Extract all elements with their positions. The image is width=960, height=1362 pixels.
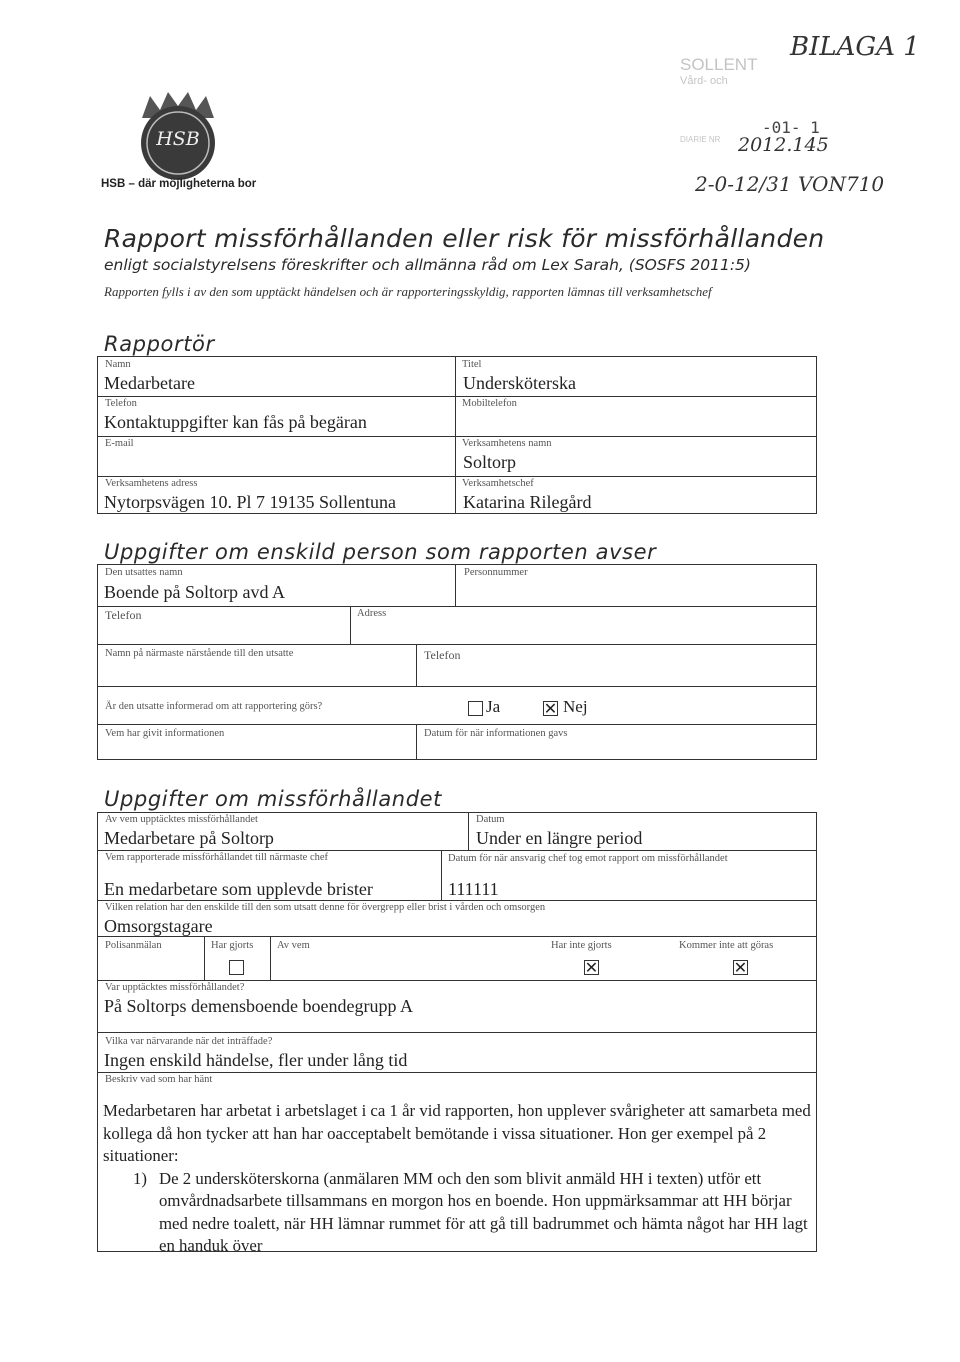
field-upptackt[interactable]: Medarbetare på Soltorp [104,828,274,848]
field-utsatt-namn[interactable]: Boende på Soltorp avd A [104,582,285,602]
checkbox-har-gjorts[interactable] [229,960,244,975]
desc-paragraph-2: De 2 undersköterskorna (anmälaren MM och den som blivit anmäld HH i texten) utför ett omvårdnadsarbete tillsammans en morgon hos en boende. Hon uppmärksammar att HH börjar med nedre toalett, när HH lämnar rummet för att gå till badrummet och hämta något har HH lagt en handuk över [159,1168,808,1255]
handwritten-bilaga: BILAGA 1 [790,32,920,62]
label-beskriv: Beskriv vad som har hänt [105,1074,213,1085]
label-titel: Titel [462,359,482,370]
section-heading-person: Uppgifter om enskild person som rapporten avser [104,540,657,564]
page-subtitle: enligt socialstyrelsens föreskrifter och allmänna råd om Lex Sarah, (SOSFS 2011:5) [104,256,751,274]
field-rapporterade[interactable]: En medarbetare som upplevde brister [104,879,373,899]
label-kommer-inte: Kommer inte att göras [679,940,774,951]
field-chef[interactable]: Katarina Rilegård [463,492,592,512]
logo-mark: HSB [156,128,200,150]
page-title: Rapport missförhållanden eller risk för missförhållanden [104,224,825,253]
label-telefon: Telefon [105,398,137,409]
hsb-logo [128,88,228,188]
label-email: E-mail [105,438,134,449]
header-note: Rapporten fylls i av den som upptäckt händelsen och är rapporteringsskyldig, rapporten lämnas till verksamhetschef [104,284,712,299]
field-var[interactable]: På Soltorps demensboende boendegrupp A [104,996,413,1016]
label-namn: Namn [105,359,131,370]
reporter-box [97,356,817,514]
field-chef-datum[interactable]: 111111 [448,879,499,899]
label-verksamhet: Verksamhetens namn [462,438,552,449]
label-chef-datum: Datum för när ansvarig chef tog emot rapport om missförhållandet [448,853,728,864]
label-narvarande: Vilka var närvarande när det inträffade? [105,1036,273,1047]
label-adress: Verksamhetens adress [105,478,198,489]
field-titel[interactable]: Undersköterska [463,373,576,393]
checkbox-har-inte-checked-icon: ✕ [584,958,599,977]
label-utsatt-adress: Adress [357,608,387,619]
section-heading-incident: Uppgifter om missförhållandet [104,787,442,811]
handwritten-date-bottom: 2-0-12/31 VON710 [695,172,885,196]
label-var: Var upptäcktes missförhållandet? [105,982,245,993]
desc-list-number: 1) [133,1168,147,1188]
label-datum-info: Datum för när informationen gavs [424,728,568,739]
label-vem-info: Vem har givit informationen [105,728,225,739]
field-narvarande[interactable]: Ingen enskild händelse, fler under lång tid [104,1050,408,1070]
label-utsatt-telefon: Telefon [105,608,142,622]
field-namn[interactable]: Medarbetare [104,373,195,393]
field-datum[interactable]: Under en längre period [476,828,643,848]
handwritten-stamp-date: -01- 1 [762,118,820,137]
label-relation: Vilken relation har den enskilde till den som utsatt denne för övergrepp eller brist i vården och omsorgen [105,902,546,913]
checkbox-kommer-inte-checked-icon: ✕ [733,958,748,977]
label-narstaende: Namn på närmaste närstående till den utsatte [105,648,294,659]
label-utsatt-namn: Den utsattes namn [105,567,183,578]
label-av-vem: Av vem [277,940,310,951]
field-verksamhet[interactable]: Soltorp [463,452,517,472]
logo-tagline: HSB – där möjligheterna bor [101,178,257,190]
label-polis: Polisanmälan [105,940,162,951]
label-datum: Datum [476,814,505,825]
label-har-gjorts: Har gjorts [211,940,254,951]
field-beskrivning[interactable] [103,1100,813,1258]
field-relation[interactable]: Omsorgstagare [104,916,213,936]
field-telefon[interactable]: Kontaktuppgifter kan fås på begäran [104,412,367,432]
label-chef: Verksamhetschef [462,478,534,489]
handwritten-date-year: 2012.145 [738,134,829,156]
checkbox-nej-checked-icon: ✕ [543,699,558,718]
label-rapporterade: Vem rapporterade missförhållandet till närmaste chef [105,852,329,863]
stamp-line3: DIARIE NR [680,135,721,144]
field-adress[interactable]: Nytorpsvägen 10. Pl 7 19135 Sollentuna [104,492,396,512]
desc-paragraph-1: Medarbetaren har arbetat i arbetslaget i ca 1 år vid rapporten, hon upplever svårigheter att samarbeta med kollega då hon tycker att han har oacceptabelt bemötande i vissa situationer. Hon ger exempel på 2 situationer: [103,1101,811,1165]
stamp-line1: SOLLENT [680,55,758,74]
label-mobil: Mobiltelefon [462,398,517,409]
label-har-inte: Har inte gjorts [551,940,612,951]
stamp-line2: Vård- och [680,75,728,87]
label-ja: Ja [486,697,501,716]
section-heading-reporter: Rapportör [104,332,215,356]
label-nej: Nej [563,697,588,716]
label-informerad: Är den utsatte informerad om att rapportering görs? [105,701,323,712]
label-upptackt: Av vem upptäcktes missförhållandet [105,814,258,825]
checkbox-ja[interactable] [468,701,483,716]
label-personnummer: Personnummer [464,567,528,578]
label-narstaende-telefon: Telefon [424,648,461,662]
